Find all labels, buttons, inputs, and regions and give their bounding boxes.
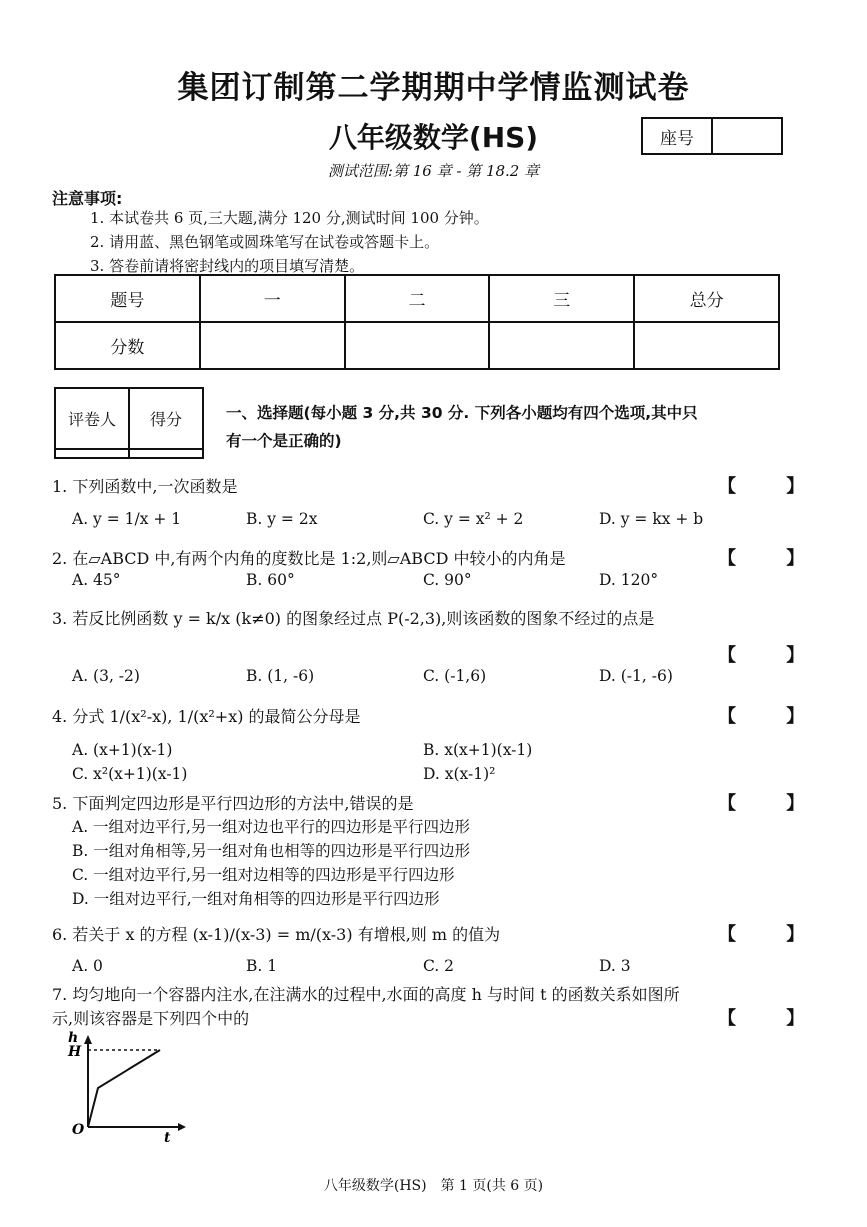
height-curve	[88, 1050, 160, 1127]
question-stem: 6. 若关于 x 的方程 (x-1)/(x-3) = m/(x-3) 有增根,则 m 的值为	[52, 925, 501, 944]
option-c: C. 2	[423, 957, 455, 975]
score-header-cell: 题号	[55, 275, 200, 322]
answer-bracket[interactable]: 【 】	[718, 645, 827, 666]
origin-label: O	[72, 1122, 85, 1138]
score-header-cell: 二	[345, 275, 490, 322]
option-b: B. 一组对角相等,另一组对角也相等的四边形是平行四边形	[72, 842, 471, 860]
option-a: A. y = 1/x + 1	[72, 510, 182, 528]
question-stem-cont: 示,则该容器是下列四个中的	[52, 1009, 250, 1028]
note-item: 3. 答卷前请将密封线内的项目填写清楚。	[90, 257, 365, 275]
section-heading-line: 一、选择题(每小题 3 分,共 30 分. 下列各小题均有四个选项,其中只	[226, 404, 698, 422]
option-a: A. 45°	[72, 571, 121, 589]
score-cell[interactable]	[200, 322, 345, 369]
score-cell[interactable]	[489, 322, 634, 369]
water-height-graph	[60, 1030, 190, 1145]
option-d: D. (-1, -6)	[599, 667, 673, 685]
notes-heading: 注意事项:	[52, 189, 123, 208]
score-row-label: 分数	[55, 322, 200, 369]
question-stem: 2. 在▱ABCD 中,有两个内角的度数比是 1:2,则▱ABCD 中较小的内角是	[52, 549, 566, 568]
points-header: 得分	[129, 388, 203, 449]
option-c: C. 一组对边平行,另一组对边相等的四边形是平行四边形	[72, 866, 455, 884]
option-d: D. 3	[599, 957, 631, 975]
grader-table	[54, 387, 204, 459]
h-axis-label: h	[68, 1030, 79, 1046]
option-b: B. 60°	[246, 571, 295, 589]
test-range: 测试范围:第 16 章 - 第 18.2 章	[327, 162, 540, 180]
answer-bracket[interactable]: 【 】	[718, 1008, 827, 1029]
option-b: B. x(x+1)(x-1)	[423, 741, 533, 759]
note-item: 1. 本试卷共 6 页,三大题,满分 120 分,测试时间 100 分钟。	[90, 209, 489, 227]
grader-cell[interactable]	[55, 449, 129, 458]
seat-number-box	[641, 117, 783, 155]
option-c: C. y = x² + 2	[423, 510, 524, 528]
answer-bracket[interactable]: 【 】	[718, 706, 827, 727]
seat-value-field[interactable]	[713, 119, 781, 153]
question-stem: 7. 均匀地向一个容器内注水,在注满水的过程中,水面的高度 h 与时间 t 的函数关系如图所	[52, 985, 680, 1004]
answer-bracket[interactable]: 【 】	[718, 476, 827, 497]
score-header-cell: 总分	[634, 275, 779, 322]
exam-title: 集团订制第二学期期中学情监测试卷	[177, 70, 690, 106]
question-stem: 4. 分式 1/(x²-x), 1/(x²+x) 的最简公分母是	[52, 707, 361, 726]
seat-label: 座号	[643, 119, 713, 153]
t-axis-arrow-icon	[178, 1123, 186, 1131]
option-d: D. 120°	[599, 571, 659, 589]
score-table	[54, 274, 780, 370]
section-heading	[226, 399, 698, 455]
question-stem: 3. 若反比例函数 y = k/x (k≠0) 的图象经过点 P(-2,3),则该函数的图象不经过的点是	[52, 609, 655, 628]
option-c: C. x²(x+1)(x-1)	[72, 765, 188, 783]
question-stem: 5. 下面判定四边形是平行四边形的方法中,错误的是	[52, 794, 414, 813]
option-a: A. 一组对边平行,另一组对边也平行的四边形是平行四边形	[72, 818, 470, 836]
score-cell[interactable]	[345, 322, 490, 369]
option-d: D. x(x-1)²	[423, 765, 496, 783]
question-stem: 1. 下列函数中,一次函数是	[52, 477, 238, 496]
score-header-cell: 三	[489, 275, 634, 322]
answer-bracket[interactable]: 【 】	[718, 793, 827, 814]
page-footer: 八年级数学(HS) 第 1 页(共 6 页)	[323, 1178, 544, 1194]
option-d: D. y = kx + b	[599, 510, 704, 528]
answer-bracket[interactable]: 【 】	[718, 548, 827, 569]
option-c: C. 90°	[423, 571, 472, 589]
option-b: B. y = 2x	[246, 510, 318, 528]
score-header-cell: 一	[200, 275, 345, 322]
section-heading-line: 有一个是正确的)	[226, 432, 342, 450]
grader-header: 评卷人	[55, 388, 129, 449]
points-cell[interactable]	[129, 449, 203, 458]
option-a: A. 0	[72, 957, 103, 975]
option-b: B. 1	[246, 957, 278, 975]
exam-subtitle: 八年级数学(HS)	[328, 121, 539, 154]
level-label: H	[68, 1044, 82, 1060]
h-axis-arrow-icon	[84, 1035, 92, 1044]
option-a: A. (x+1)(x-1)	[72, 741, 173, 759]
option-b: B. (1, -6)	[246, 667, 315, 685]
t-axis-label: t	[164, 1130, 171, 1145]
option-d: D. 一组对边平行,一组对角相等的四边形是平行四边形	[72, 890, 440, 908]
note-item: 2. 请用蓝、黑色钢笔或圆珠笔写在试卷或答题卡上。	[90, 233, 440, 251]
option-c: C. (-1,6)	[423, 667, 487, 685]
option-a: A. (3, -2)	[72, 667, 140, 685]
answer-bracket[interactable]: 【 】	[718, 924, 827, 945]
score-cell[interactable]	[634, 322, 779, 369]
